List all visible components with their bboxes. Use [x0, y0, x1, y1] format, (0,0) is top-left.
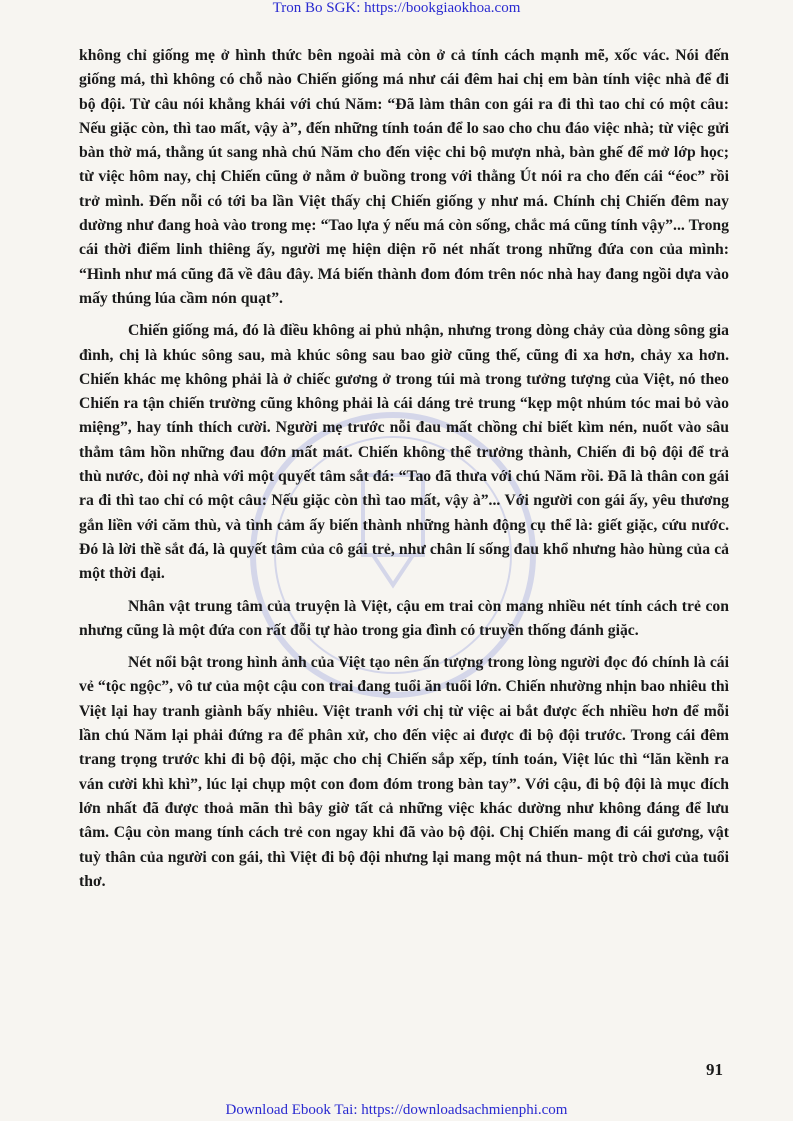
paragraph-3: Nhân vật trung tâm của truyện là Việt, cậu em trai còn mang nhiều nét tính cách trẻ con nhưng cũng là một đứa con rất đỗi tự hào trong gia đình có truyền thống đánh giặc. — [79, 597, 729, 639]
page-number: 91 — [706, 1060, 723, 1079]
main-text — [79, 44, 729, 894]
paragraph-1: không chỉ giống mẹ ở hình thức bên ngoài mà còn ở cả tính cách mạnh mẽ, xốc vác. Nói đến giống má, thì không có chỗ nào Chiến giống má như cái đêm hai chị em bàn tính việc nhà để đi bộ đội. Từ câu nói khẳng khái với chú Năm: “Đã làm thân con gái ra đi thì tao chỉ có một câu: Nếu giặc còn, thì tao mất, vậy à”, đến những tính toán để lo sao cho chu đáo việc nhà; từ việc gửi bàn thờ má, thằng út sang nhà chú Năm cho đến việc chi bộ mượn nhà, bàn ghế để mở lớp học; từ việc hôm nay, chị Chiến cũng ở nằm ở buồng trong với thằng Út nói ra cho đến cái “éoc” rồi trở mình. Đến nỗi có tới ba lần Việt thấy chị Chiến giống y như má. Chính chị Chiến đêm nay dường như đang hoà vào trong mẹ: “Tao lựa ý nếu má còn sống, chắc má cũng tính vậy”... Trong cái thời điểm linh thiêng ấy, người mẹ hiện diện rõ nét nhất trong những đứa con của mình: “Hình như má cũng đã về đâu đây. Má biến thành đom đóm trên nóc nhà hay đang ngồi dựa vào mấy thúng lúa cầm nón quạt”. — [79, 47, 729, 307]
paragraph-2: Chiến giống má, đó là điều không ai phủ nhận, nhưng trong dòng chảy của dòng sông gia đình, chị là khúc sông sau, mà khúc sông sau bao giờ cũng thế, cũng đi xa hơn, chảy xa hơn. Chiến khác mẹ không phải là ở chiếc gương ở trong túi mà trong tưởng tượng của Việt, nó theo Chiến ra tận chiến trường cũng không phải là cái dáng trẻ trung “kẹp một nhúm tóc mai bỏ vào miệng”, hay tính thích cười. Người mẹ trước nỗi đau mất chồng chỉ biết kìm nén, nuốt vào sâu thẳm tâm hồn những đau đớn mất mát. Chiến không thể trưởng thành, Chiến đi bộ đội để trả thù nước, đòi nợ nhà với một quyết tâm sắt đá: “Tao đã thưa với chú Năm rồi. Đã là thân con gái ra đi thì tao chỉ có một câu: Nếu giặc còn thì tao mất, vậy à”... Với người con gái ấy, yêu thương gắn liền với căm thù, và tình cảm ấy biến thành những hành động cụ thể là: giết giặc, cứu nước. Đó là lời thề sắt đá, là quyết tâm của cô gái trẻ, như chân lí sống đau khổ nhưng hào hùng của cả một thời đại. — [79, 322, 729, 583]
header-source-link[interactable]: Tron Bo SGK: https://bookgiaokhoa.com — [272, 0, 521, 16]
paragraph-4: Nét nổi bật trong hình ảnh của Việt tạo nên ấn tượng trong lòng người đọc đó chính là cái vẻ “tộc ngộc”, vô tư của một cậu con trai đang tuổi ăn tuổi lớn. Chiến nhường nhịn bao nhiêu thì Việt lại hay tranh giành bấy nhiêu. Việt tranh với chị từ việc ai bắt được ếch nhiều hơn để mỗi lần chú Năm lại phải đứng ra để phân xử, cho đến việc ai được đi bộ đội trước. Trong cái đêm trang trọng trước khi đi bộ đội, mặc cho chị Chiến sắp xếp, tính toán, Việt lúc thì “lăn kềnh ra ván cười khì khì”, lúc lại chụp một con đom đóm trong bàn tay”. Với cậu, đi bộ đội là mục đích lớn nhất đã được thoả mãn thì bây giờ tất cả những việc khác dường như không đáng để lưu tâm. Cậu còn mang tính cách trẻ con ngay khi đã vào bộ đội. Chị Chiến mang đi cái gương, vật tuỳ thân của người con gái, thì Việt đi bộ đội nhưng lại mang một ná thun- một trò chơi của tuổi thơ. — [79, 654, 729, 890]
footer-download-link[interactable]: Download Ebook Tai: https://downloadsachmienphi.com — [225, 1102, 568, 1118]
